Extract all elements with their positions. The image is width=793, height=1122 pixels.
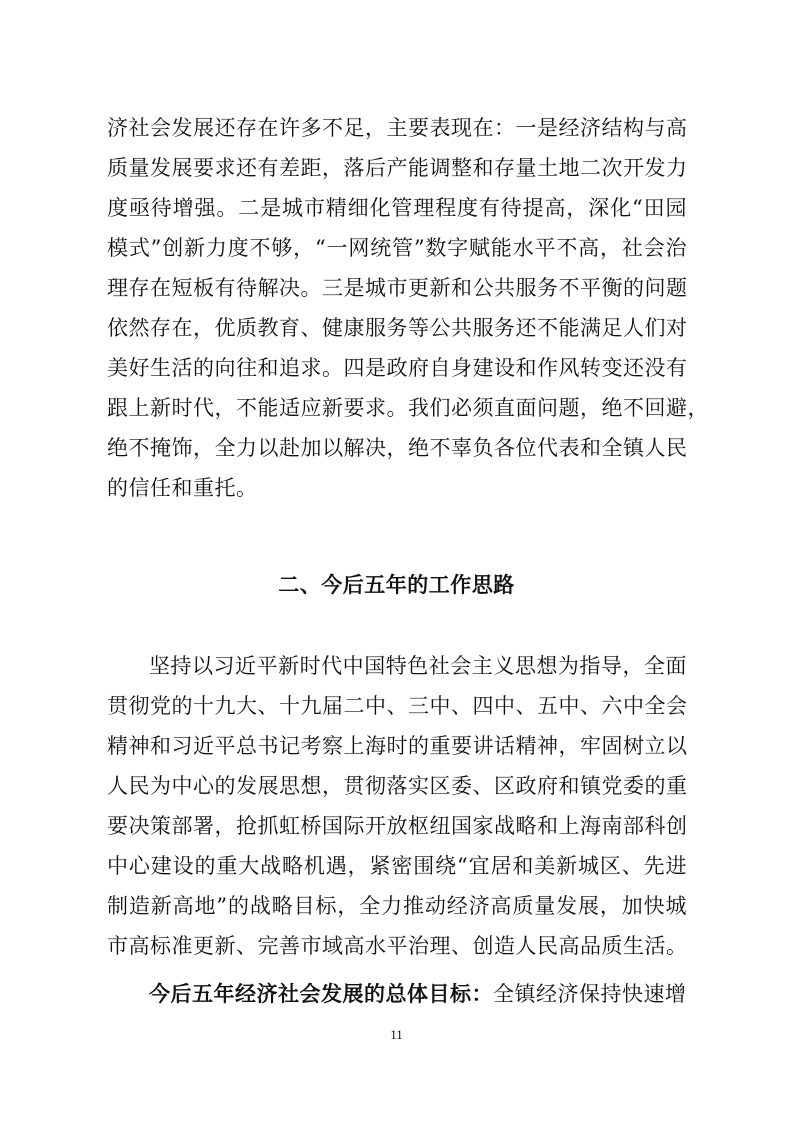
- paragraph-line: 精神和习近平总书记考察上海时的重要讲话精神，牢固树立以: [107, 734, 688, 758]
- paragraph-line: 坚持以习近平新时代中国特色社会主义思想为指导，全面: [149, 654, 687, 678]
- paragraph-line: 模式”创新力度不够，“一网统管”数字赋能水平不高，社会治: [107, 236, 687, 260]
- paragraph-line: 的信任和重托。: [107, 476, 258, 500]
- paragraph-line: 度亟待增强。二是城市精细化管理程度有待提高，深化“田园: [107, 196, 687, 220]
- page-number: 11: [390, 1027, 403, 1042]
- paragraph-line: 市高标准更新、完善市域高水平治理、创造人民高品质生活。: [107, 934, 688, 958]
- paragraph-line: 绝不掩饰，全力以赴加以解决，绝不辜负各位代表和全镇人民: [107, 436, 688, 460]
- goal-line: [149, 979, 687, 1009]
- paragraph-line: 跟上新时代，不能适应新要求。我们必须直面问题，绝不回避，: [107, 396, 709, 420]
- paragraph-line: 中心建设的重大战略机遇，紧密围绕“宜居和美新城区、先进: [107, 854, 687, 878]
- goal-text: 全镇经济保持快速增: [493, 982, 687, 1006]
- section-heading: 二、今后五年的工作思路: [278, 573, 515, 597]
- paragraph-line: 济社会发展还存在许多不足，主要表现在：一是经济结构与高: [107, 116, 688, 140]
- goal-label: 今后五年经济社会发展的总体目标：: [149, 982, 493, 1006]
- paragraph-line: 制造新高地”的战略目标，全力推动经济高质量发展，加快城: [107, 894, 687, 918]
- paragraph-line: 依然存在，优质教育、健康服务等公共服务还不能满足人们对: [107, 316, 688, 340]
- paragraph-line: 质量发展要求还有差距，落后产能调整和存量土地二次开发力: [107, 156, 688, 180]
- paragraph-line: 贯彻党的十九大、十九届二中、三中、四中、五中、六中全会: [107, 694, 688, 718]
- paragraph-line: 要决策部署，抢抓虹桥国际开放枢纽国家战略和上海南部科创: [107, 814, 688, 838]
- paragraph-line: 理存在短板有待解决。三是城市更新和公共服务不平衡的问题: [107, 276, 688, 300]
- paragraph-line: 美好生活的向往和追求。四是政府自身建设和作风转变还没有: [107, 356, 688, 380]
- paragraph-line: 人民为中心的发展思想，贯彻落实区委、区政府和镇党委的重: [107, 774, 688, 798]
